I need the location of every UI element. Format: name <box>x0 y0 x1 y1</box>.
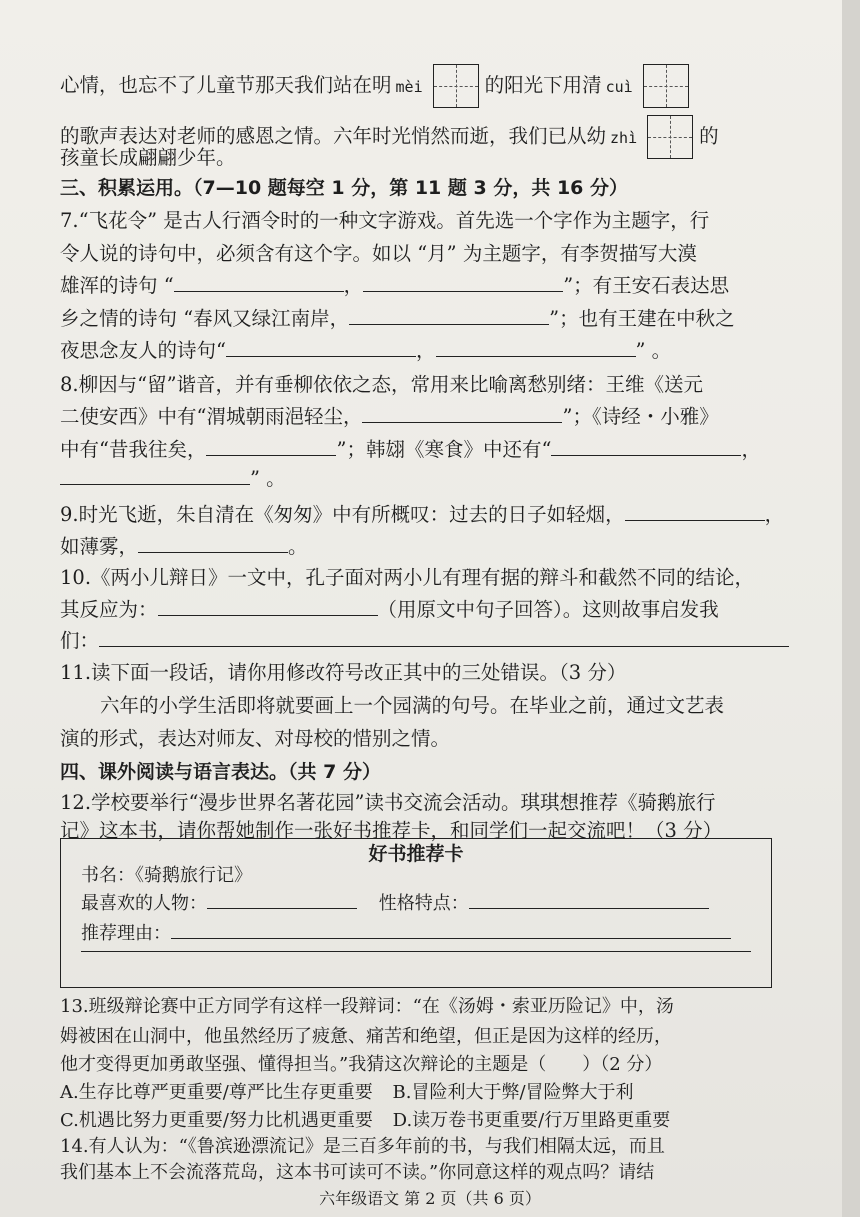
answer-blank[interactable] <box>469 890 709 909</box>
page-footer: 六年级语文 第 2 页（共 6 页） <box>319 1189 541 1208</box>
section-3-heading: 三、积累运用。（7—10 题每空 1 分，第 11 题 3 分，共 16 分） <box>60 177 629 199</box>
card-book-name: 书名：《骑鹅旅行记》 <box>81 865 252 886</box>
q14-line: 我们基本上不会流落荒岛，这本书可读可不读。”你同意这样的观点吗？请结 <box>60 1162 655 1183</box>
q13-line: 姆被困在山洞中，他虽然经历了疲惫、痛苦和绝望，但正是因为这样的经历， <box>60 1026 672 1047</box>
answer-line[interactable] <box>81 951 751 952</box>
text: 9.时光飞逝，朱自清在《匆匆》中有所概叹：过去的日子如轻烟， <box>60 503 625 526</box>
text: 推荐理由： <box>81 923 171 944</box>
answer-blank[interactable] <box>362 404 562 423</box>
answer-blank[interactable] <box>363 273 563 292</box>
text: 性格特点： <box>378 893 469 914</box>
q9-line <box>60 534 308 560</box>
text: 。 <box>288 535 308 558</box>
q8-line <box>60 466 286 492</box>
q8-line <box>60 437 761 463</box>
card-row-character <box>81 889 709 915</box>
text: （用原文中句子回答）。这则故事启发我 <box>377 598 719 621</box>
answer-blank[interactable] <box>171 920 731 939</box>
q11-passage: 演的形式，表达对师友、对母校的惜别之情。 <box>60 727 451 750</box>
option-d[interactable]: D.读万卷书更重要/行万里路更重要 <box>392 1110 671 1131</box>
option-a[interactable]: A.生存比尊严更重要/尊严比生存更重要 <box>60 1082 373 1103</box>
text: 乡之情的诗句 “春风又绿江南岸， <box>60 307 350 330</box>
answer-blank[interactable] <box>206 437 336 456</box>
text: ”；《诗经・小雅》 <box>562 405 719 428</box>
pinyin: zhì <box>610 128 638 147</box>
answer-blank[interactable] <box>226 338 416 357</box>
q7-line <box>60 306 735 332</box>
answer-blank[interactable] <box>138 534 288 553</box>
answer-blank[interactable] <box>60 466 250 485</box>
q14-line: 14.有人认为：“《鲁滨逊漂流记》是三百多年前的书，与我们相隔太远，而且 <box>60 1136 665 1157</box>
option-b[interactable]: B.冒险利大于弊/冒险弊大于利 <box>392 1082 634 1103</box>
text: 心情，也忘不了儿童节那天我们站在明 <box>60 73 392 97</box>
option-c[interactable]: C.机遇比努力更重要/努力比机遇更重要 <box>60 1110 373 1131</box>
answer-blank[interactable] <box>158 597 378 616</box>
q7-line: 令人说的诗句中，必须含有这个字。如以 “月” 为主题字，有李贺描写大漠 <box>60 242 697 265</box>
card-row-reason <box>81 919 731 945</box>
text: 夜思念友人的诗句“ <box>60 339 226 362</box>
text: ， <box>741 438 761 461</box>
q7-line <box>60 338 671 364</box>
text: 其反应为： <box>60 598 158 621</box>
text: ， <box>764 503 785 526</box>
text: ， <box>343 274 364 297</box>
book-recommendation-card <box>60 838 772 988</box>
tianzige-box[interactable] <box>643 64 689 108</box>
tianzige-box[interactable] <box>433 64 479 108</box>
answer-blank[interactable] <box>551 437 741 456</box>
text: 的歌声表达对老师的感恩之情。六年时光悄然而逝，我们已从幼 <box>60 124 607 148</box>
answer-blank[interactable] <box>625 502 765 521</box>
pinyin: mèi <box>395 77 423 96</box>
q7-line <box>60 273 729 299</box>
text: 中有“昔我往矣， <box>60 438 207 461</box>
q10-line <box>60 597 719 623</box>
q7-line: 7.“飞花令” 是古人行酒令时的一种文字游戏。首先选一个字作为主题字，行 <box>60 209 710 232</box>
tianzige-box[interactable] <box>647 115 693 159</box>
q12-line: 记》这本书，请你帮她制作一张好书推荐卡，和同学们一起交流吧！（3 分） <box>60 819 723 842</box>
q8-line <box>60 404 719 430</box>
answer-blank[interactable] <box>207 890 357 909</box>
q9-line <box>60 502 784 528</box>
answer-blank[interactable] <box>174 273 344 292</box>
q10-line <box>60 628 789 654</box>
q12-line: 12.学校要举行“漫步世界名著花园”读书交流会活动。琪琪想推荐《骑鹅旅行 <box>60 791 716 814</box>
text: 的阳光下用清 <box>484 73 602 97</box>
text: 最喜欢的人物： <box>81 893 207 914</box>
text: 雄浑的诗句 “ <box>60 274 174 297</box>
q13-line: 他才变得更加勇敢坚强、懂得担当。”我猜这次辩论的主题是（ ）（2 分） <box>60 1054 663 1075</box>
text: 们： <box>60 629 100 652</box>
answer-blank[interactable] <box>436 338 636 357</box>
q13-line: 13.班级辩论赛中正方同学有这样一段辩词：“在《汤姆・索亚历险记》中，汤 <box>60 996 674 1017</box>
text: ” 。 <box>635 339 672 362</box>
text: 的 <box>699 124 719 148</box>
q10-line: 10.《两小儿辩日》一文中，孔子面对两小儿有理有据的辩斗和截然不同的结论， <box>60 566 755 589</box>
text: ”；也有王建在中秋之 <box>549 307 735 330</box>
page-edge-shadow <box>842 0 860 1217</box>
q13-options-row <box>60 1108 670 1134</box>
q11-passage: 六年的小学生活即将就要画上一个园满的句号。在毕业之前，通过文艺表 <box>100 694 725 717</box>
fill-line-1 <box>60 64 695 108</box>
text: ”；韩翃《寒食》中还有“ <box>336 438 552 461</box>
text: ”；有王安石表达思 <box>563 274 730 297</box>
section-4-heading: 四、课外阅读与语言表达。（共 7 分） <box>60 761 381 783</box>
text: 如薄雾， <box>60 535 139 558</box>
fill-line-3: 孩童长成翩翩少年。 <box>60 146 236 169</box>
q11-line: 11.读下面一段话，请你用修改符号改正其中的三处错误。（3 分） <box>60 661 627 684</box>
text: ， <box>415 339 436 362</box>
q13-options-row <box>60 1080 634 1106</box>
q8-line: 8.柳因与“留”谐音，并有垂柳依依之态，常用来比喻离愁别绪：王维《送元 <box>60 373 704 396</box>
answer-blank[interactable] <box>99 628 789 647</box>
card-title: 好书推荐卡 <box>368 843 464 865</box>
text: ” 。 <box>250 467 286 490</box>
text: 二使安西》中有“渭城朝雨浥轻尘， <box>60 405 363 428</box>
answer-blank[interactable] <box>349 306 549 325</box>
pinyin: cuì <box>605 77 633 96</box>
